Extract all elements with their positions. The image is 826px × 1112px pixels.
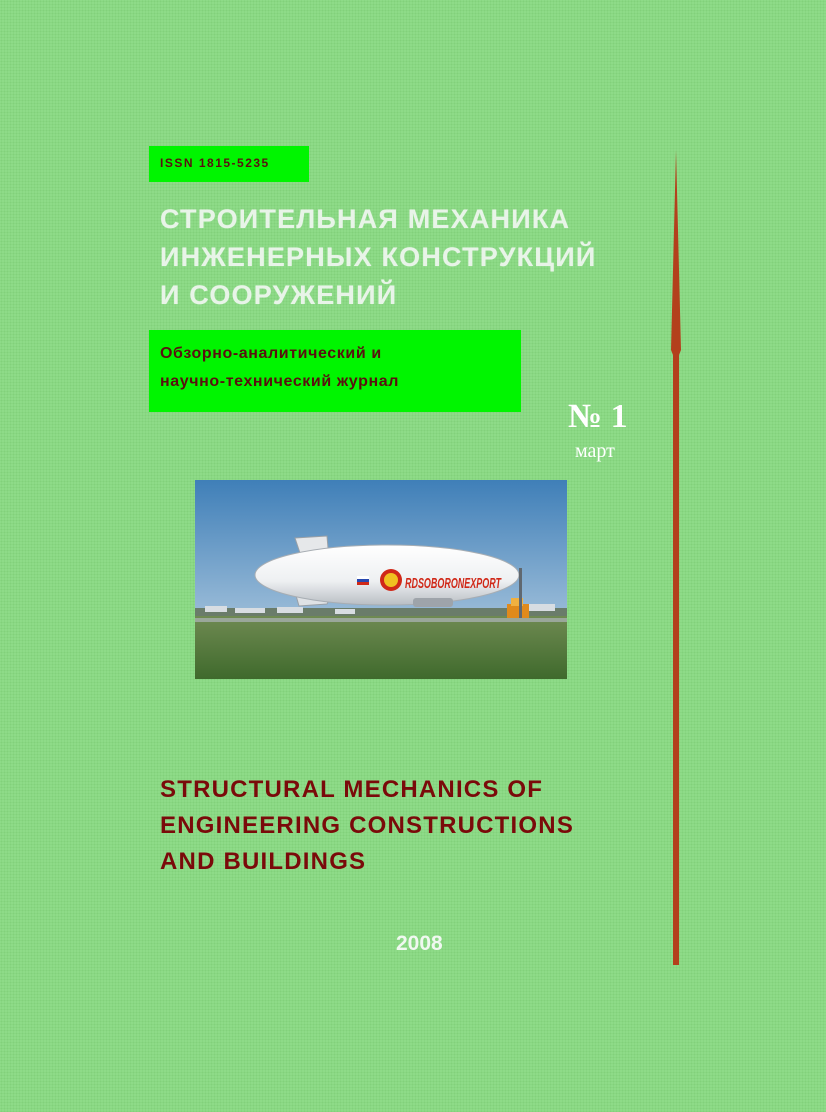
issue-month: март — [575, 440, 615, 462]
title-en-line-1: STRUCTURAL MECHANICS OF — [160, 776, 544, 803]
airship-photo-illustration — [195, 480, 567, 679]
publication-year: 2008 — [396, 932, 443, 955]
airship-lettering: RDSOBORONEXPORT — [405, 575, 503, 592]
spine-decoration — [670, 150, 682, 965]
subtitle-line-2: научно-технический журнал — [160, 373, 399, 390]
issn-label: ISSN 1815-5235 — [160, 156, 270, 170]
title-ru-line-1: СТРОИТЕЛЬНАЯ МЕХАНИКА — [160, 204, 571, 234]
title-en-line-3: AND BUILDINGS — [160, 848, 367, 875]
title-ru-line-3: И СООРУЖЕНИЙ — [160, 280, 398, 310]
title-en-line-2: ENGINEERING CONSTRUCTIONS — [160, 812, 575, 839]
subtitle-line-1: Обзорно-аналитический и — [160, 345, 382, 362]
cover-photo-airship — [195, 480, 567, 679]
title-russian — [160, 200, 660, 314]
subtitle-russian — [160, 340, 399, 396]
title-english — [160, 772, 574, 880]
title-ru-line-2: ИНЖЕНЕРНЫХ КОНСТРУКЦИЙ — [160, 242, 597, 272]
issue-number: № 1 — [568, 398, 628, 435]
